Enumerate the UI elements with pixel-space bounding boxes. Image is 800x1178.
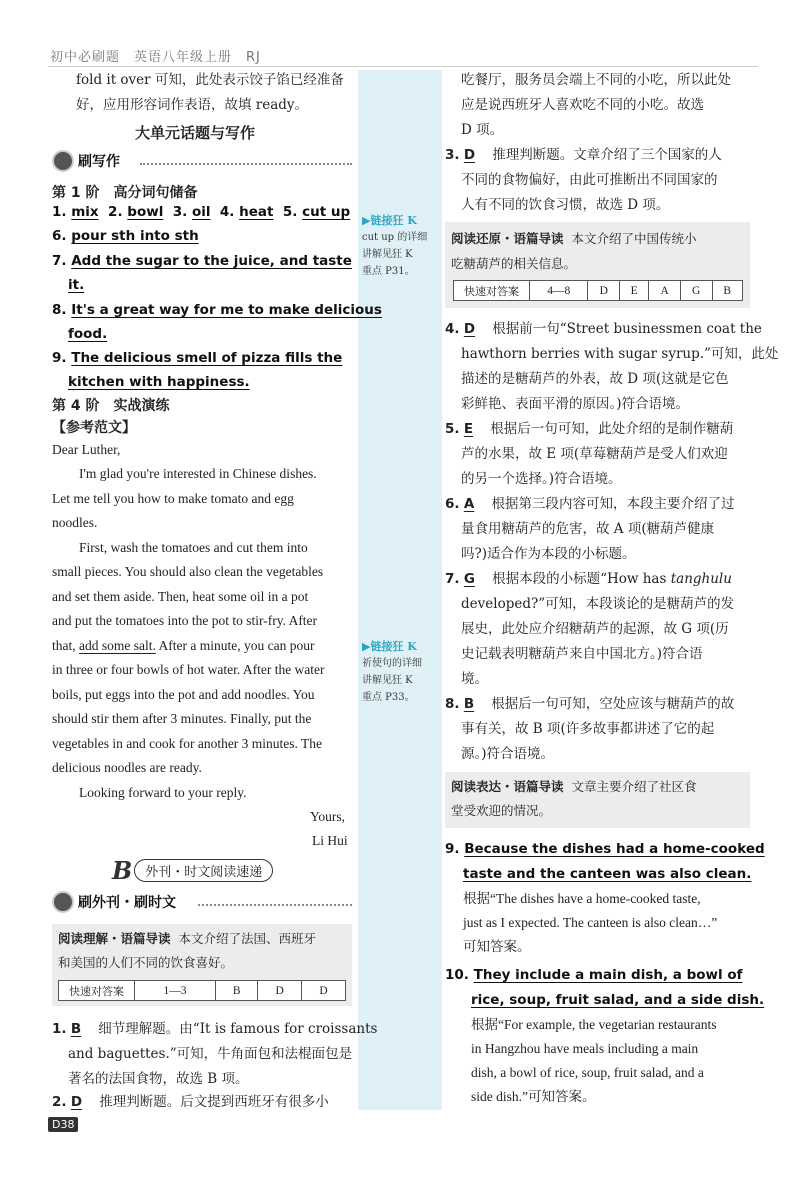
foreign-reading-badge <box>52 891 176 913</box>
letter-underlined-imperative: add some salt. <box>79 637 156 653</box>
link-tag <box>362 212 442 229</box>
letter-line: and put the tomatoes into the pot to stir-fry. After <box>52 613 318 628</box>
b-section-banner <box>112 856 273 885</box>
a10-num: 10. <box>445 967 469 983</box>
a1-text: 细节理解题。由“It is famous for croissants <box>98 1021 378 1037</box>
pointer-arrow-icon: ▶ <box>362 214 371 227</box>
a4-num: 4. <box>445 321 460 337</box>
guide-2-label: 阅读还原・语篇导读 <box>451 231 564 246</box>
letter-line: I'm glad you're interested in Chinese dishes. <box>52 466 317 481</box>
q7-num: 7. <box>52 253 67 269</box>
writing-badge-label: 刷写作 <box>78 154 120 170</box>
a4-line-2: hawthorn berries with sugar syrup.”可知，此处 <box>461 346 779 362</box>
answer-key-label: 快速对答案 <box>59 981 135 1001</box>
a3-text: 推理判断题。文章介绍了三个国家的人 <box>492 147 722 163</box>
guide-1-text: 本文介绍了法国、西班牙 <box>178 931 316 946</box>
a8-letter: B <box>463 696 475 712</box>
stage-4-heading: 第 4 阶 实战演练 <box>52 398 170 414</box>
writing-badge <box>52 150 120 172</box>
answer-key-cell: B <box>216 981 258 1001</box>
q3-num: 3. <box>172 204 188 220</box>
intro-line-2: 好，应用形容词作表语，故填 ready。 <box>76 97 309 113</box>
q1-answer: mix <box>71 204 99 220</box>
a2-text: 推理判断题。后文提到西班牙有很多小 <box>99 1094 329 1110</box>
letter-line: small pieces. You should also clean the vegetables <box>52 564 324 579</box>
a7-italic-term: tanghulu <box>670 571 732 587</box>
a1-num: 1. <box>52 1021 67 1037</box>
a4-text: 根据前一句“Street businessmen coat the <box>492 321 762 337</box>
a5-text: 根据后一句可知，此处介绍的是制作糖葫 <box>490 421 734 437</box>
letter-line: delicious noodles are ready. <box>52 760 202 775</box>
a6-line-3: 吗?)适合作为本段的小标题。 <box>461 546 636 562</box>
b-letter-icon: B <box>112 856 133 885</box>
letter-body-1 <box>52 462 352 805</box>
a5-line-3: 的另一个选择。)符合语境。 <box>461 471 622 487</box>
letter-line: Let me tell you how to make tomato and egg <box>52 490 294 506</box>
stage-1-heading: 第 1 阶 高分词句储备 <box>52 185 198 201</box>
a9-expl-3: 可知答案。 <box>463 939 531 955</box>
answer-key-cell: G <box>680 281 712 301</box>
q5-num: 5. <box>282 204 298 220</box>
guide-3-line-2: 堂受欢迎的情况。 <box>451 803 552 818</box>
side-note-line: 讲解见狂 K <box>362 249 413 260</box>
a7-line-4: 史记载表明糖葫芦来自中国北方。)符合语 <box>461 646 703 662</box>
answer-key-range: 1—3 <box>135 981 216 1001</box>
letter-text: After a minute, you can pour <box>155 637 315 653</box>
a10-expl-2: in Hangzhou have meals including a main <box>471 1041 699 1056</box>
answer-6 <box>52 224 199 248</box>
answer-3-explanation <box>445 143 722 168</box>
a3-num: 3. <box>445 147 460 163</box>
guide-1-line-1 <box>58 928 316 950</box>
reading-guide-box-2 <box>445 222 750 308</box>
guide-1-label: 阅读理解・语篇导读 <box>58 931 171 946</box>
answer-key-cell: B <box>712 281 742 301</box>
q9-answer-line-2: kitchen with happiness. <box>68 374 250 390</box>
answer-key-cell: A <box>649 281 681 301</box>
answer-4-explanation <box>445 317 762 342</box>
q2-num: 2. <box>108 204 123 220</box>
a6-num: 6. <box>445 496 460 512</box>
a10-expl-4: side dish.”可知答案。 <box>471 1089 596 1104</box>
a8-text: 根据后一句可知，空处应该与糖葫芦的故 <box>491 696 735 712</box>
q3-answer: oil <box>191 204 211 220</box>
answer-key-range: 4—8 <box>530 281 588 301</box>
a5-num: 5. <box>445 421 460 437</box>
letter-line: in three or four bowls of hot water. After the water <box>52 662 325 677</box>
q4-num: 4. <box>219 204 235 220</box>
reading-guide-box-3 <box>445 772 750 828</box>
pointer-arrow-icon: ▶ <box>362 640 371 653</box>
letter-text: that, <box>52 637 79 653</box>
answer-key-table-2 <box>453 280 743 301</box>
letter-line: and set them aside. Then, heat some oil in a pot <box>52 588 309 604</box>
guide-3-label: 阅读表达・语篇导读 <box>451 779 564 794</box>
guide-3-text: 文章主要介绍了社区食 <box>571 779 697 794</box>
q7-answer-line-2: it. <box>68 277 85 293</box>
foreign-reading-badge-label: 刷外刊・刷时文 <box>78 895 176 911</box>
a9-expl-2: just as I expected. The canteen is also clean…” <box>463 915 718 930</box>
a3-line-2: 不同的食物偏好，由此可推断出不同国家的 <box>461 172 718 188</box>
answer-key-cell: E <box>620 281 649 301</box>
answer-5-explanation <box>445 417 733 442</box>
side-note-line: 重点 P33。 <box>362 692 415 703</box>
a4-line-4: 彩鲜艳、表面平滑的原因。)符合语境。 <box>461 396 690 412</box>
answer-6-explanation <box>445 492 734 517</box>
q6-answer: pour sth into sth <box>71 228 199 244</box>
a10-expl-3: dish, a bowl of rice, soup, fruit salad, and a <box>471 1065 704 1080</box>
a9-num: 9. <box>445 841 460 857</box>
q8-answer-line-2: food. <box>68 326 108 342</box>
answer-8-explanation <box>445 692 734 717</box>
a4-letter: D <box>463 321 476 337</box>
link-tag-label: 链接狂 K <box>370 214 417 227</box>
side-note-line: 祈使句的详细 <box>362 658 422 669</box>
pencil-badge-icon <box>52 891 74 913</box>
side-note-line: 讲解见狂 K <box>362 675 413 686</box>
a2-num: 2. <box>52 1094 67 1110</box>
q8-num: 8. <box>52 302 67 318</box>
a7-line-5: 境。 <box>461 671 488 687</box>
a5-line-2: 芦的水果，故 E 项(草莓糖葫芦是受人们欢迎 <box>461 446 728 462</box>
a5-letter: E <box>463 421 474 437</box>
answer-10-response <box>445 963 743 987</box>
a8-line-3: 源。)符合语境。 <box>461 746 555 762</box>
answer-1-5 <box>52 200 350 224</box>
q4-answer: heat <box>239 204 274 220</box>
guide-2-line-2: 吃糖葫芦的相关信息。 <box>451 256 577 271</box>
cont-line-2: 应是说西班牙人喜欢吃不同的小吃。故选 <box>461 97 704 113</box>
letter-line: boils, put eggs into the pot and add noodles. You <box>52 686 315 702</box>
a2-letter: D <box>70 1094 83 1110</box>
a7-line-3: 展史，此处应介绍糖葫芦的起源，故 G 项(历 <box>461 621 729 637</box>
q6-num: 6. <box>52 228 67 244</box>
side-note-2 <box>362 638 442 706</box>
a7-line-2: developed?”可知，本段谈论的是糖葫芦的发 <box>461 596 735 612</box>
side-note-1 <box>362 212 442 280</box>
running-header: 初中必刷题 英语八年级上册 RJ <box>50 50 261 65</box>
a7-text: 根据本段的小标题“How has <box>492 571 671 587</box>
answer-key-cell: D <box>588 281 620 301</box>
reference-heading: 【参考范文】 <box>52 420 136 436</box>
answer-8 <box>52 298 382 322</box>
section-title: 大单元话题与写作 <box>135 124 256 142</box>
link-tag <box>362 638 442 655</box>
a9-answer-line-2: taste and the canteen was also clean. <box>463 866 752 882</box>
q9-answer-line-1: The delicious smell of pizza fills the <box>71 350 343 366</box>
guide-2-text: 本文介绍了中国传统小 <box>571 231 697 246</box>
page-number: D38 <box>48 1117 78 1132</box>
q7-answer-line-1: Add the sugar to the juice, and taste <box>71 253 352 269</box>
letter-greeting: Dear Luther, <box>52 442 121 457</box>
a9-expl-1: 根据“The dishes have a home-cooked taste, <box>463 891 701 906</box>
cont-line-3: D 项。 <box>461 122 504 138</box>
guide-2-line-1 <box>451 228 696 250</box>
cont-line-1: 吃餐厅，服务员会端上不同的小吃，所以此处 <box>461 72 731 88</box>
letter-line: vegetables in and cook for another 3 minutes. The <box>52 735 323 751</box>
answer-key-label: 快速对答案 <box>454 281 530 301</box>
a10-answer-line-1: They include a main dish, a bowl of <box>473 967 743 983</box>
answer-9 <box>52 346 342 370</box>
a1-line-3: 著名的法国食物，故选 B 项。 <box>68 1071 249 1087</box>
a4-line-3: 描述的是糖葫芦的外表，故 D 项(这就是它色 <box>461 371 729 387</box>
a8-num: 8. <box>445 696 460 712</box>
letter-line: Looking forward to your reply. <box>52 784 247 800</box>
b-section-label: 外刊・时文阅读速递 <box>134 859 273 882</box>
q1-num: 1. <box>52 204 67 220</box>
q5-answer: cut up <box>302 204 351 220</box>
a3-line-3: 人有不同的饮食习惯，故选 D 项。 <box>461 197 670 213</box>
a3-letter: D <box>463 147 476 163</box>
q2-answer: bowl <box>127 204 164 220</box>
answer-key-cell: D <box>302 981 346 1001</box>
answer-key-table-1 <box>58 980 346 1001</box>
letter-closing: Yours, <box>310 809 346 824</box>
pencil-badge-icon <box>52 150 74 172</box>
header-divider <box>48 66 758 67</box>
a6-text: 根据第三段内容可知，本段主要介绍了过 <box>491 496 735 512</box>
answer-9-response <box>445 837 765 861</box>
a9-answer-line-1: Because the dishes had a home-cooked <box>464 841 765 857</box>
q9-num: 9. <box>52 350 67 366</box>
letter-line: noodles. <box>52 515 98 530</box>
link-tag-label: 链接狂 K <box>370 640 417 653</box>
a10-answer-line-2: rice, soup, fruit salad, and a side dish. <box>471 992 765 1008</box>
side-note-line: cut up 的详细 <box>362 232 428 243</box>
q8-answer-line-1: It's a great way for me to make delicious <box>71 302 382 318</box>
reading-guide-box-1 <box>52 924 352 1006</box>
a1-letter: B <box>70 1021 82 1037</box>
answer-7-explanation <box>445 567 732 592</box>
a1-line-2: and baguettes.”可知，牛角面包和法棍面包是 <box>68 1046 353 1062</box>
letter-signature: Li Hui <box>312 833 348 848</box>
guide-3-line-1 <box>451 776 696 798</box>
dotted-rule <box>140 163 352 165</box>
intro-line-1: fold it over 可知，此处表示饺子馅已经准备 <box>76 72 344 88</box>
a7-num: 7. <box>445 571 460 587</box>
answer-2-explanation <box>52 1090 329 1115</box>
letter-line: First, wash the tomatoes and cut them into <box>52 539 308 555</box>
dotted-rule <box>198 904 352 906</box>
answer-key-cell: D <box>258 981 302 1001</box>
a10-expl-1: 根据“For example, the vegetarian restaurants <box>471 1017 717 1032</box>
guide-1-line-2: 和美国的人们不同的饮食喜好。 <box>58 955 234 970</box>
answer-7 <box>52 249 352 273</box>
a8-line-2: 事有关，故 B 项(许多故事都讲述了它的起 <box>461 721 715 737</box>
a6-line-2: 量食用糖葫芦的危害，故 A 项(糖葫芦健康 <box>461 521 715 537</box>
answer-1-explanation <box>52 1017 377 1042</box>
a7-letter: G <box>463 571 475 587</box>
side-note-line: 重点 P31。 <box>362 266 415 277</box>
letter-line-8 <box>52 634 352 659</box>
a6-letter: A <box>463 496 475 512</box>
letter-line: should stir them after 3 minutes. Finally, put the <box>52 711 312 726</box>
